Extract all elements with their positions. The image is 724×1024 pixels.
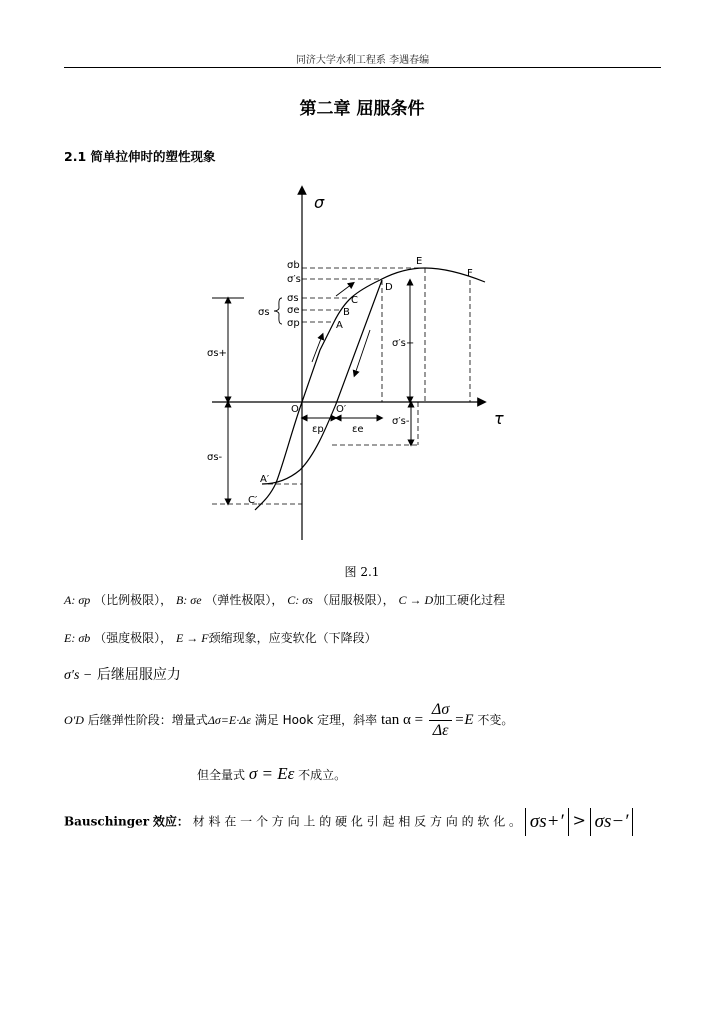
symbol-greater-than: > bbox=[572, 810, 586, 830]
sym-C-sigma: : σs bbox=[295, 593, 313, 607]
formula-eq-E: =E bbox=[454, 712, 474, 728]
sym-B: B bbox=[175, 593, 184, 607]
desc-hook: 满足 Hook 定理，斜率 bbox=[254, 713, 378, 727]
label-sigma-e: σe bbox=[287, 305, 300, 316]
chapter-title: 第二章 屈服条件 bbox=[299, 99, 425, 119]
sigma-s-brace bbox=[274, 298, 282, 324]
label-point-A-prime: A′ bbox=[260, 474, 270, 485]
label-sigma-s-plus-left: σs+ bbox=[207, 348, 227, 359]
sym-E-to-F: E → F bbox=[175, 631, 209, 645]
fraction-denominator: Δε bbox=[432, 722, 449, 739]
desc-E: （强度极限）， bbox=[94, 631, 173, 645]
compression-curve bbox=[255, 402, 302, 510]
note-line-4 bbox=[64, 700, 513, 741]
loading-curve bbox=[302, 268, 485, 402]
desc-unchanged: 不变。 bbox=[477, 713, 514, 727]
sym-O-prime-D: O′D bbox=[64, 713, 84, 727]
term-bauschinger: Bauschinger bbox=[64, 814, 150, 829]
desc-E-to-F: 颈缩现象，应变软化（下降段） bbox=[208, 631, 377, 645]
figure-caption: 图 2.1 bbox=[344, 565, 380, 579]
label-point-A: A bbox=[336, 320, 343, 331]
label-point-E: E bbox=[416, 256, 423, 267]
note-line-6 bbox=[64, 808, 633, 836]
fraction-numerator: Δσ bbox=[429, 700, 452, 721]
fraction-slope bbox=[429, 700, 452, 741]
unloading-curve bbox=[262, 280, 382, 484]
sym-B-sigma: : σe bbox=[183, 593, 202, 607]
sigma-axis-label: σ bbox=[314, 193, 325, 212]
label-eps-e: εe bbox=[352, 424, 364, 435]
formula-increment: Δσ=E·Δε bbox=[207, 713, 251, 727]
label-point-C-prime: C′ bbox=[248, 495, 258, 506]
label-point-F: F bbox=[467, 268, 473, 279]
sym-A: A bbox=[64, 593, 72, 607]
section-title: 2.1 简单拉伸时的塑性现象 bbox=[64, 149, 216, 164]
note-line-1 bbox=[64, 591, 505, 608]
label-point-O-prime: O′ bbox=[336, 404, 347, 415]
sym-sigma-s-prime: σ′s − bbox=[64, 668, 93, 683]
label-sigma-s-prime: σ′s bbox=[287, 274, 301, 285]
page-header: 同济大学水利工程系 李遇春编 bbox=[295, 55, 430, 66]
label-sigma-b: σb bbox=[287, 260, 300, 271]
sym-E-sigma: : σb bbox=[71, 631, 91, 645]
header-rule bbox=[64, 67, 661, 68]
abs-sigma-minus: σs−′ bbox=[590, 808, 634, 836]
label-point-C: C bbox=[351, 295, 358, 306]
label-eps-p: εp bbox=[312, 424, 324, 435]
desc-bauschinger: 材 料 在 一 个 方 向 上 的 硬 化 引 起 相 反 方 向 的 软 化 。 bbox=[192, 814, 522, 829]
sym-A-sigma: : σp bbox=[71, 593, 91, 607]
note-line-5 bbox=[197, 764, 346, 784]
formula-total: σ = Eε bbox=[248, 764, 295, 783]
desc-C: （屈服极限）， bbox=[316, 593, 395, 607]
formula-tan: tan α = bbox=[380, 712, 424, 728]
label-point-D: D bbox=[385, 282, 393, 293]
label-sigma-s: σs bbox=[287, 293, 299, 304]
abs-sigma-plus: σs+′ bbox=[525, 808, 569, 836]
sym-C-to-D: C → D bbox=[398, 593, 434, 607]
note-line-3 bbox=[64, 664, 181, 684]
label-sigma-s-plus-prime: σ′s+ bbox=[392, 338, 415, 349]
figure-stress-strain bbox=[180, 180, 520, 550]
term-effect: 效应： bbox=[152, 814, 189, 829]
desc-A: （比例极限）， bbox=[94, 593, 173, 607]
label-point-B: B bbox=[343, 307, 350, 318]
desc-C-to-D: 加工硬化过程 bbox=[433, 593, 506, 607]
desc-B: （弹性极限）， bbox=[205, 593, 284, 607]
note-line-2 bbox=[64, 629, 377, 646]
desc-not-valid: 不成立。 bbox=[298, 768, 347, 782]
label-sigma-s-minus-prime: σ′s- bbox=[392, 416, 410, 427]
strain-axis-label: τ bbox=[494, 409, 504, 428]
label-sigma-s-minus-left: σs- bbox=[207, 452, 223, 463]
label-sigma-s-group: σs bbox=[258, 307, 270, 318]
label-point-O: O bbox=[291, 404, 299, 415]
desc-total-form: 但全量式 bbox=[197, 768, 246, 782]
sym-C: C bbox=[287, 593, 296, 607]
desc-elastic-stage: 后继弹性阶段：增量式 bbox=[87, 713, 208, 727]
desc-subsequent-yield: 后继屈服应力 bbox=[96, 667, 181, 683]
label-sigma-p: σp bbox=[287, 318, 300, 329]
sym-E: E bbox=[64, 631, 72, 645]
